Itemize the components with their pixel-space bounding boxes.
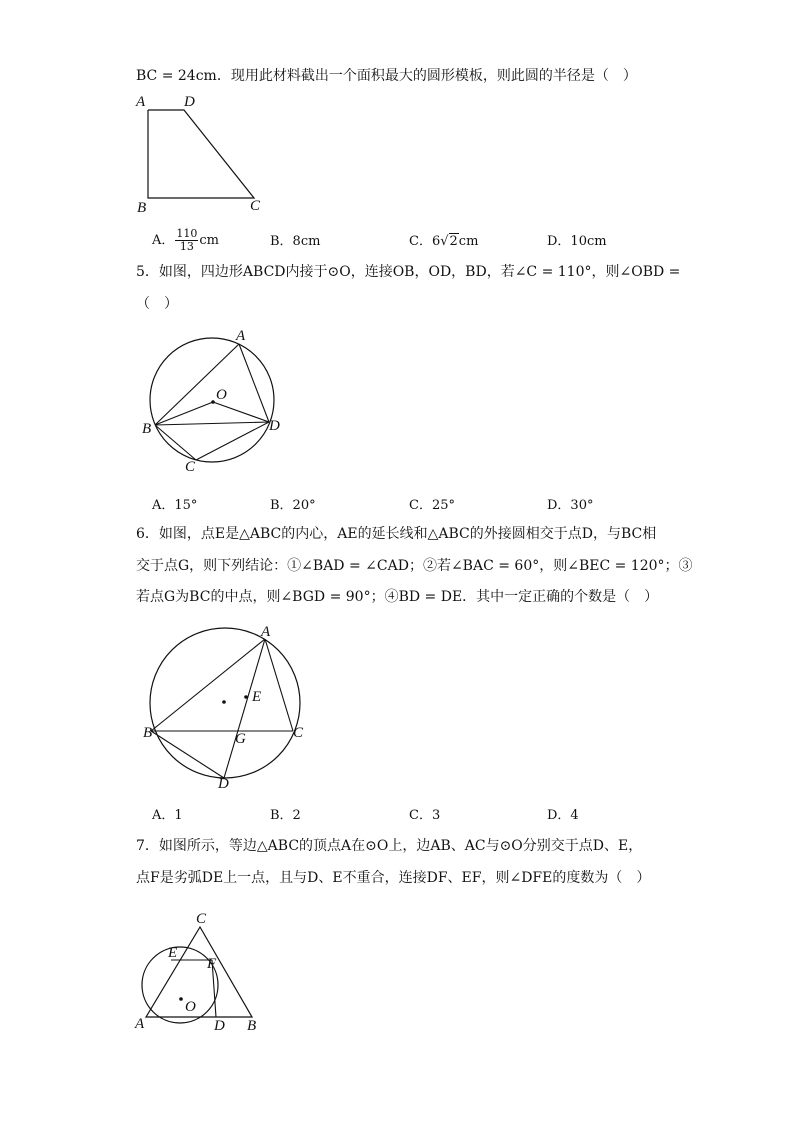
q6-option-b[interactable]: B．2 bbox=[270, 808, 301, 823]
q4-option-c[interactable]: C．6√2cm bbox=[409, 234, 479, 249]
q6-options bbox=[152, 804, 672, 824]
q4-option-d[interactable]: D．10cm bbox=[547, 234, 607, 249]
q5-line2: （ ） bbox=[136, 296, 178, 312]
q5-line1: 5．如图，四边形ABCD内接于⊙O，连接OB，OD，BD，若∠C = 110°，则∠OBD = bbox=[136, 264, 681, 280]
q4-label-c: C bbox=[250, 198, 261, 214]
q4-label-d: D bbox=[184, 94, 195, 110]
q6-label-d: D bbox=[218, 776, 229, 792]
q7-label-o: O bbox=[185, 999, 196, 1015]
q4-label-a: A bbox=[136, 94, 146, 110]
q7-triangle-circle-figure bbox=[130, 906, 270, 1036]
q5-label-b: B bbox=[142, 421, 152, 437]
q6-circle-figure bbox=[138, 622, 318, 792]
q7-label-d: D bbox=[214, 1018, 225, 1034]
fraction: $\frac{110}{13}$ bbox=[176, 227, 198, 253]
q4-options bbox=[152, 227, 672, 253]
q6-label-b: B bbox=[143, 725, 153, 741]
q7-label-e: E bbox=[168, 945, 178, 961]
q6-line3: 若点G为BC的中点，则∠BGD = 90°；④BD = DE．其中一定正确的个数是（ ） bbox=[136, 589, 659, 605]
q7-label-f: F bbox=[207, 956, 217, 972]
q6-option-d[interactable]: D．4 bbox=[547, 808, 579, 823]
q5-option-a[interactable]: A．15° bbox=[152, 498, 198, 513]
q5-option-d[interactable]: D．30° bbox=[547, 498, 594, 513]
q5-option-b[interactable]: B．20° bbox=[270, 498, 316, 513]
q7-label-b: B bbox=[247, 1018, 257, 1034]
q5-label-c: C bbox=[185, 459, 196, 475]
q5-label-a: A bbox=[236, 328, 246, 344]
q5-option-c[interactable]: C．25° bbox=[409, 498, 455, 513]
q7-label-a: A bbox=[135, 1016, 145, 1032]
q4-option-b[interactable]: B．8cm bbox=[270, 234, 321, 249]
q5-label-d: D bbox=[269, 418, 280, 434]
q7-line2: 点F是劣弧DE上一点，且与D、E不重合，连接DF、EF，则∠DFE的度数为（ ） bbox=[136, 870, 651, 886]
q7-label-c: C bbox=[196, 911, 207, 927]
q4-stem-tail: BC = 24cm．现用此材料截出一个面积最大的圆形模板，则此圆的半径是（ ） bbox=[136, 68, 637, 84]
q7-line1: 7．如图所示，等边△ABC的顶点A在⊙O上，边AB、AC与⊙O分别交于点D、E， bbox=[136, 838, 643, 854]
q6-option-c[interactable]: C．3 bbox=[409, 808, 441, 823]
q6-label-g: G bbox=[235, 731, 246, 747]
q6-line1: 6．如图，点E是△ABC的内心，AE的延长线和△ABC的外接圆相交于点D，与BC相 bbox=[136, 526, 657, 542]
q6-option-a[interactable]: A．1 bbox=[152, 808, 183, 823]
q6-label-c: C bbox=[293, 725, 304, 741]
q4-option-a[interactable]: A． $\frac{110}{13}$ cm bbox=[152, 227, 219, 253]
sqrt-icon: √ bbox=[440, 234, 449, 249]
q5-options bbox=[152, 494, 672, 514]
q4-label-b: B bbox=[137, 200, 147, 216]
q4-trapezoid-figure bbox=[132, 88, 272, 218]
q5-circle-figure bbox=[138, 326, 298, 476]
q6-label-a: A bbox=[261, 624, 271, 640]
q6-line2: 交于点G，则下列结论：①∠BAD = ∠CAD；②若∠BAC = 60°，则∠BEC = 120°；③ bbox=[136, 558, 693, 574]
q5-label-o: O bbox=[216, 387, 227, 403]
q6-label-e: E bbox=[252, 689, 262, 705]
